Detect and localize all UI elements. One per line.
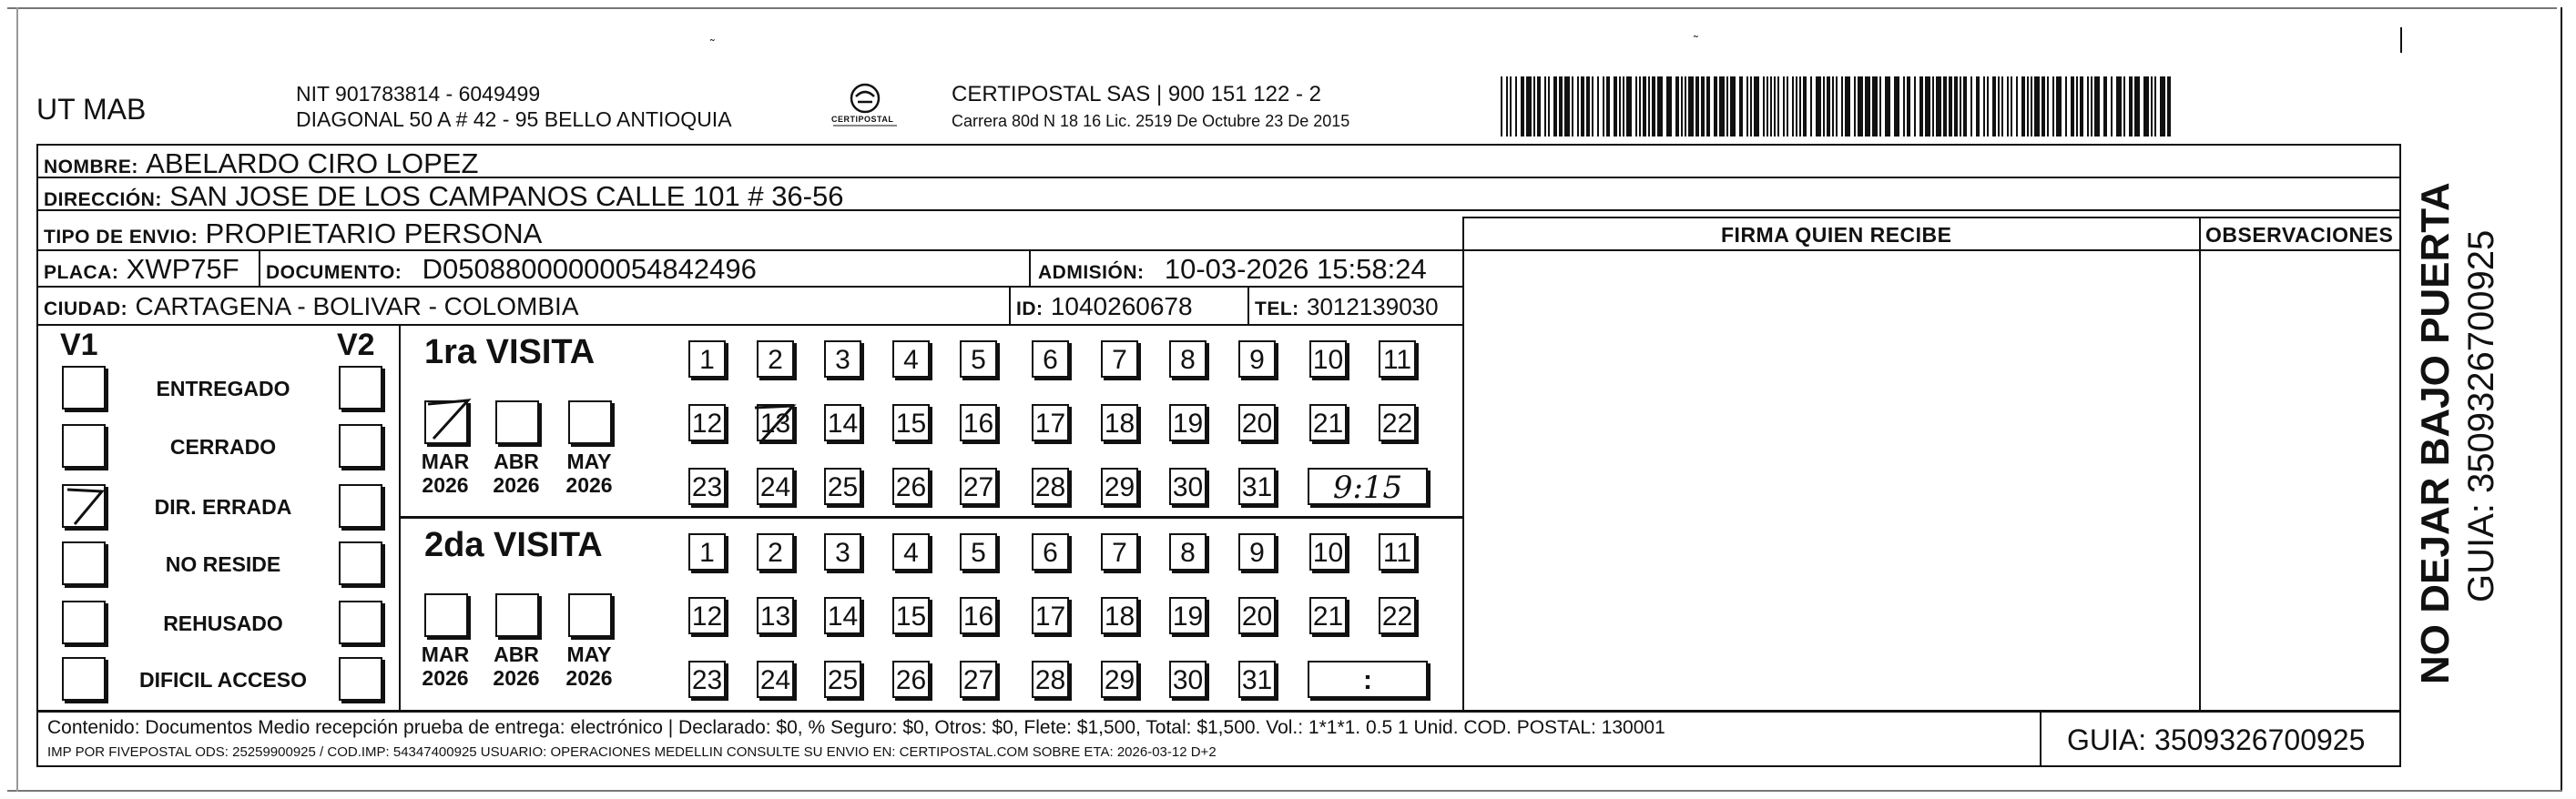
barcode-bar — [1816, 76, 1821, 137]
barcode-bar — [1943, 76, 1947, 137]
day-box[interactable]: 11 — [1379, 340, 1416, 378]
month-year: 2026 — [565, 666, 613, 691]
month-checkbox-abr[interactable] — [495, 593, 539, 637]
time-box[interactable]: : — [1308, 661, 1428, 698]
barcode-bar — [1796, 76, 1797, 137]
barcode-bar — [1526, 76, 1532, 137]
v1-checkbox[interactable] — [62, 366, 106, 410]
day-box[interactable]: 22 — [1379, 404, 1416, 441]
company-name: UT MAB — [36, 93, 147, 126]
tel-row — [1255, 293, 1439, 320]
barcode-bar — [1872, 76, 1878, 137]
certipostal-logo — [824, 80, 906, 135]
barcode-bar — [1548, 76, 1550, 137]
barcode-bar — [1606, 76, 1610, 137]
barcode-bar — [1586, 76, 1590, 137]
barcode-bar — [1695, 76, 1699, 137]
barcode-bar — [1597, 76, 1599, 137]
logo-text: CERTIPOSTAL — [831, 115, 894, 124]
barcode-bar — [1657, 76, 1663, 137]
day-box[interactable]: 10 — [1309, 533, 1347, 571]
id-label: ID: — [1016, 298, 1044, 319]
city-value: CARTAGENA - BOLIVAR - COLOMBIA — [135, 292, 579, 320]
barcode-bar — [1746, 76, 1748, 137]
month-name: MAY — [566, 450, 612, 473]
barcode-bar — [2116, 76, 2122, 137]
v1-checkbox[interactable] — [62, 541, 106, 585]
barcode-bar — [1914, 76, 1916, 137]
barcode-bar — [2052, 76, 2054, 137]
barcode-bar — [1854, 76, 1856, 137]
barcode-bar — [1592, 76, 1593, 137]
day-box[interactable]: 9 — [1238, 533, 1276, 571]
barcode-bar — [1533, 76, 1535, 137]
barcode-bar — [1832, 76, 1834, 137]
barcode-bar — [1783, 76, 1785, 137]
barcode-bar — [1787, 76, 1788, 137]
barcode-bar — [1559, 76, 1563, 137]
v2-label: V2 — [337, 328, 375, 362]
plate-row — [44, 255, 239, 284]
barcode-bar — [1506, 76, 1508, 137]
tick-mark: ˜ — [710, 36, 715, 51]
barcode-bar — [2007, 76, 2009, 137]
barcode-bar — [1730, 76, 1736, 137]
day-box[interactable]: 4 — [892, 340, 930, 378]
status-label: DIR. ERRADA — [154, 495, 292, 519]
month-name: MAR — [421, 450, 470, 473]
barcode-bar — [2091, 76, 2092, 137]
city-row — [44, 293, 579, 320]
type-row — [44, 219, 542, 248]
handwritten-mark-day-13 — [751, 402, 797, 444]
name-label: NOMBRE: — [44, 157, 138, 177]
barcode-bar — [1885, 76, 1890, 137]
barcode-bar — [1983, 76, 1985, 137]
day-box[interactable]: 3 — [824, 340, 861, 378]
barcode-bar — [2167, 76, 2171, 137]
v2-checkbox[interactable] — [339, 366, 382, 410]
barcode-bar — [1652, 76, 1655, 137]
day-box[interactable]: 30 — [1169, 468, 1207, 505]
id-value: 1040260678 — [1050, 292, 1193, 320]
day-box[interactable]: 26 — [892, 661, 930, 698]
admission-label: ADMISIÓN: — [1038, 262, 1145, 283]
barcode-bar — [1919, 76, 1923, 137]
document-value: D05088000000054842496 — [422, 253, 757, 285]
document-row — [266, 255, 757, 284]
barcode-bar — [1675, 76, 1679, 137]
barcode-bar — [1998, 76, 2000, 137]
day-box[interactable]: 15 — [892, 404, 930, 441]
day-box[interactable]: 30 — [1169, 661, 1207, 698]
day-box[interactable]: 16 — [960, 597, 997, 634]
type-label: TIPO DE ENVIO: — [44, 227, 199, 248]
v1-label: V1 — [60, 328, 98, 362]
day-box[interactable]: 4 — [892, 533, 930, 571]
barcode-bar — [1544, 76, 1546, 137]
month-label — [484, 450, 548, 498]
day-box[interactable]: 31 — [1238, 661, 1276, 698]
barcode-bar — [2027, 76, 2029, 137]
day-box[interactable]: 25 — [824, 468, 861, 505]
day-box[interactable]: 8 — [1169, 340, 1207, 378]
month-label — [557, 450, 621, 498]
v1-checkbox[interactable] — [62, 424, 106, 468]
day-box[interactable]: 9 — [1238, 340, 1276, 378]
barcode-bar — [2011, 76, 2012, 137]
carrier-license: Carrera 80d N 18 16 Lic. 2519 De Octubre 23 De 2015 — [952, 112, 1350, 130]
signature-header: FIRMA QUIEN RECIBE — [1721, 223, 1952, 247]
handwritten-check-mar — [424, 397, 473, 442]
barcode-bar — [2123, 76, 2125, 137]
month-name: ABR — [494, 642, 539, 666]
barcode-bar — [1777, 76, 1779, 137]
barcode-bar — [1932, 76, 1934, 137]
day-box[interactable]: 16 — [960, 404, 997, 441]
footer-line-1: Contenido: Documentos Medio recepción prueba de entrega: electrónico | Declarado: $0, % Seguro: $0, Otros: $0, Flete: $1,500, Total: $1,500. Vol.: 1*1*1. 0.5 1 Unid. COD. POSTAL: 130001 — [47, 717, 1665, 738]
day-box[interactable]: 2 — [757, 340, 794, 378]
day-box[interactable]: 10 — [1309, 340, 1347, 378]
barcode-bar — [1976, 76, 1980, 137]
barcode-bar — [2001, 76, 2003, 137]
admission-value: 10-03-2026 15:58:24 — [1164, 253, 1427, 285]
barcode-bar — [1954, 76, 1958, 137]
day-box[interactable]: 17 — [1032, 597, 1069, 634]
tick-mark — [2400, 27, 2402, 53]
day-box[interactable]: 29 — [1101, 468, 1138, 505]
barcode-bar — [1763, 76, 1765, 137]
status-label: NO RESIDE — [165, 552, 281, 576]
name-row — [44, 149, 478, 178]
observations-header: OBSERVACIONES — [2205, 223, 2394, 247]
address-label: DIRECCIÓN: — [44, 189, 162, 210]
barcode-bar — [2094, 76, 2100, 137]
status-label: ENTREGADO — [156, 377, 290, 400]
month-label — [557, 642, 621, 691]
day-box[interactable]: 1 — [688, 340, 726, 378]
v2-checkbox[interactable] — [339, 484, 382, 528]
barcode-bar — [2041, 76, 2045, 137]
barcode-bar — [1774, 76, 1776, 137]
day-box[interactable]: 5 — [960, 533, 997, 571]
month-label — [484, 642, 548, 691]
barcode-bar — [2016, 76, 2018, 137]
month-year: 2026 — [565, 473, 613, 498]
v1-checkbox[interactable] — [62, 601, 106, 644]
month-checkbox-may[interactable] — [568, 593, 612, 637]
barcode-bar — [1963, 76, 1967, 137]
barcode-bar — [1879, 76, 1881, 137]
barcode-bar — [1841, 76, 1843, 137]
barcode — [1501, 76, 2176, 137]
barcode-bar — [2151, 76, 2153, 137]
barcode-bar — [1501, 76, 1502, 137]
barcode-bar — [2021, 76, 2025, 137]
carrier-title: CERTIPOSTAL SAS | 900 151 122 - 2 — [952, 82, 1321, 106]
day-box[interactable]: 31 — [1238, 468, 1276, 505]
v2-checkbox[interactable] — [339, 657, 382, 701]
status-label: DIFICIL ACCESO — [138, 668, 307, 692]
barcode-bar — [1510, 76, 1512, 137]
barcode-bar — [1581, 76, 1584, 137]
month-checkbox-abr[interactable] — [495, 400, 539, 444]
day-box[interactable]: 1 — [688, 533, 726, 571]
barcode-bar — [1894, 76, 1899, 137]
barcode-bar — [1836, 76, 1838, 137]
barcode-bar — [1987, 76, 1989, 137]
address-row — [44, 182, 843, 211]
barcode-bar — [1521, 76, 1524, 137]
barcode-bar — [1619, 76, 1621, 137]
document-label: DOCUMENTO: — [266, 262, 402, 283]
barcode-bar — [1970, 76, 1972, 137]
second-visit-title: 2da VISITA — [424, 526, 603, 564]
day-box[interactable]: 7 — [1101, 533, 1138, 571]
barcode-bar — [1553, 76, 1557, 137]
barcode-bar — [1936, 76, 1941, 137]
day-box[interactable]: 3 — [824, 533, 861, 571]
tel-value: 3012139030 — [1307, 293, 1439, 320]
day-box[interactable]: 23 — [688, 661, 726, 698]
v2-checkbox[interactable] — [339, 601, 382, 644]
city-label: CIUDAD: — [44, 298, 128, 319]
barcode-bar — [1754, 76, 1759, 137]
barcode-bar — [1706, 76, 1710, 137]
tick-mark: ˜ — [1694, 33, 1698, 47]
barcode-bar — [1865, 76, 1870, 137]
month-checkbox-mar[interactable] — [424, 593, 468, 637]
day-box[interactable]: 13 — [757, 597, 794, 634]
frame-bottom — [7, 790, 2562, 792]
name-value: ABELARDO CIRO LOPEZ — [146, 147, 479, 179]
handwritten-check-dir-errada — [62, 486, 107, 528]
barcode-bar — [1577, 76, 1579, 137]
barcode-bar — [1767, 76, 1768, 137]
barcode-bar — [1639, 76, 1641, 137]
month-label — [413, 450, 477, 498]
day-box[interactable]: 15 — [892, 597, 930, 634]
barcode-bar — [1681, 76, 1683, 137]
barcode-bar — [1827, 76, 1830, 137]
month-name: MAY — [566, 642, 612, 666]
type-value: PROPIETARIO PERSONA — [205, 217, 543, 249]
day-box[interactable]: 14 — [824, 404, 861, 441]
barcode-bar — [2154, 76, 2156, 137]
first-visit-title: 1ra VISITA — [424, 333, 596, 371]
month-year: 2026 — [493, 473, 540, 498]
day-box[interactable]: 24 — [757, 661, 794, 698]
frame-top — [7, 7, 2557, 9]
day-box[interactable]: 18 — [1101, 597, 1138, 634]
day-box[interactable]: 2 — [757, 533, 794, 571]
barcode-bar — [1803, 76, 1807, 137]
day-box[interactable]: 29 — [1101, 661, 1138, 698]
frame-left — [16, 7, 18, 792]
time-box[interactable]: 9:15 — [1308, 468, 1428, 505]
id-row — [1016, 293, 1193, 320]
barcode-bar — [2080, 76, 2083, 137]
day-box[interactable]: 6 — [1032, 340, 1069, 378]
side-guia: GUIA: 3509326700925 — [2461, 229, 2501, 602]
day-box[interactable]: 8 — [1169, 533, 1207, 571]
day-box[interactable]: 24 — [757, 468, 794, 505]
month-year: 2026 — [422, 473, 469, 498]
v1-checkbox[interactable] — [62, 657, 106, 701]
day-box[interactable]: 20 — [1238, 404, 1276, 441]
barcode-bar — [2047, 76, 2049, 137]
day-box[interactable]: 28 — [1032, 661, 1069, 698]
barcode-bar — [2071, 76, 2074, 137]
barcode-bar — [1614, 76, 1617, 137]
barcode-bar — [1925, 76, 1930, 137]
day-box[interactable]: 26 — [892, 468, 930, 505]
day-box[interactable]: 27 — [960, 468, 997, 505]
barcode-bar — [1823, 76, 1825, 137]
barcode-bar — [2134, 76, 2140, 137]
barcode-bar — [1564, 76, 1570, 137]
day-box[interactable]: 12 — [688, 404, 726, 441]
day-box[interactable]: 6 — [1032, 533, 1069, 571]
barcode-bar — [1907, 76, 1910, 137]
barcode-bar — [1739, 76, 1743, 137]
plate-value: XWP75F — [126, 253, 239, 285]
barcode-bar — [1799, 76, 1801, 137]
barcode-bar — [2034, 76, 2040, 137]
day-box[interactable]: 20 — [1238, 597, 1276, 634]
day-box[interactable]: 28 — [1032, 468, 1069, 505]
barcode-bar — [1537, 76, 1541, 137]
day-box[interactable]: 14 — [824, 597, 861, 634]
barcode-bar — [1701, 76, 1705, 137]
barcode-bar — [1750, 76, 1752, 137]
v2-checkbox[interactable] — [339, 541, 382, 585]
barcode-bar — [1770, 76, 1772, 137]
barcode-bar — [2056, 76, 2062, 137]
barcode-bar — [1992, 76, 1996, 137]
barcode-bar — [1572, 76, 1573, 137]
day-box[interactable]: 5 — [960, 340, 997, 378]
barcode-bar — [1792, 76, 1794, 137]
day-box[interactable]: 7 — [1101, 340, 1138, 378]
plate-label: PLACA: — [44, 262, 119, 283]
side-warning: NO DEJAR BAJO PUERTA — [2413, 182, 2458, 684]
barcode-bar — [1858, 76, 1863, 137]
barcode-bar — [1960, 76, 1961, 137]
day-box[interactable]: 17 — [1032, 404, 1069, 441]
barcode-bar — [1719, 76, 1725, 137]
barcode-bar — [1626, 76, 1632, 137]
barcode-bar — [1685, 76, 1686, 137]
month-label — [413, 642, 477, 691]
tel-label: TEL: — [1255, 298, 1299, 319]
barcode-bar — [1810, 76, 1812, 137]
barcode-bar — [1635, 76, 1637, 137]
day-box[interactable]: 22 — [1379, 597, 1416, 634]
barcode-bar — [1515, 76, 1517, 137]
month-year: 2026 — [493, 666, 540, 691]
day-box[interactable]: 21 — [1309, 597, 1347, 634]
barcode-bar — [2087, 76, 2089, 137]
month-checkbox-may[interactable] — [568, 400, 612, 444]
barcode-bar — [1648, 76, 1650, 137]
day-box[interactable]: 13 — [757, 404, 794, 441]
barcode-bar — [2129, 76, 2133, 137]
barcode-bar — [1643, 76, 1646, 137]
barcode-bar — [2103, 76, 2107, 137]
barcode-bar — [1714, 76, 1717, 137]
month-year: 2026 — [422, 666, 469, 691]
nit: NIT 901783814 - 6049499 — [296, 82, 541, 106]
barcode-bar — [2031, 76, 2032, 137]
month-name: ABR — [494, 450, 539, 473]
barcode-bar — [1845, 76, 1850, 137]
barcode-bar — [1688, 76, 1694, 137]
barcode-bar — [2076, 76, 2078, 137]
day-box[interactable]: 27 — [960, 661, 997, 698]
barcode-bar — [1666, 76, 1672, 137]
day-box[interactable]: 23 — [688, 468, 726, 505]
frame-right — [2561, 7, 2562, 792]
barcode-bar — [2160, 76, 2165, 137]
day-box[interactable]: 21 — [1309, 404, 1347, 441]
day-box[interactable]: 19 — [1169, 597, 1207, 634]
day-box[interactable]: 25 — [824, 661, 861, 698]
address-value: SAN JOSE DE LOS CAMPANOS CALLE 101 # 36-56 — [169, 180, 844, 212]
sender-address: DIAGONAL 50 A # 42 - 95 BELLO ANTIOQUIA — [296, 107, 732, 131]
v2-checkbox[interactable] — [339, 424, 382, 468]
status-label: CERRADO — [169, 435, 277, 459]
barcode-bar — [1623, 76, 1624, 137]
barcode-bar — [2111, 76, 2113, 137]
day-box[interactable]: 12 — [688, 597, 726, 634]
footer-line-2: IMP POR FIVEPOSTAL ODS: 25259900925 / COD.IMP: 54347400925 USUARIO: OPERACIONES MEDELLIN CONSULTE SU ENVIO EN: CERTIPOSTAL.COM SOBRE ETA: 2026-03-12 D+2 — [47, 744, 1217, 760]
barcode-bar — [1726, 76, 1728, 137]
day-box[interactable]: 19 — [1169, 404, 1207, 441]
month-name: MAR — [421, 642, 470, 666]
barcode-bar — [1949, 76, 1952, 137]
barcode-bar — [1903, 76, 1905, 137]
status-label: REHUSADO — [163, 612, 283, 635]
day-box[interactable]: 11 — [1379, 533, 1416, 571]
barcode-bar — [2065, 76, 2067, 137]
footer-guia: GUIA: 3509326700925 — [2067, 723, 2366, 756]
day-box[interactable]: 18 — [1101, 404, 1138, 441]
barcode-bar — [1603, 76, 1604, 137]
barcode-bar — [2143, 76, 2149, 137]
admission-row — [1038, 255, 1427, 284]
